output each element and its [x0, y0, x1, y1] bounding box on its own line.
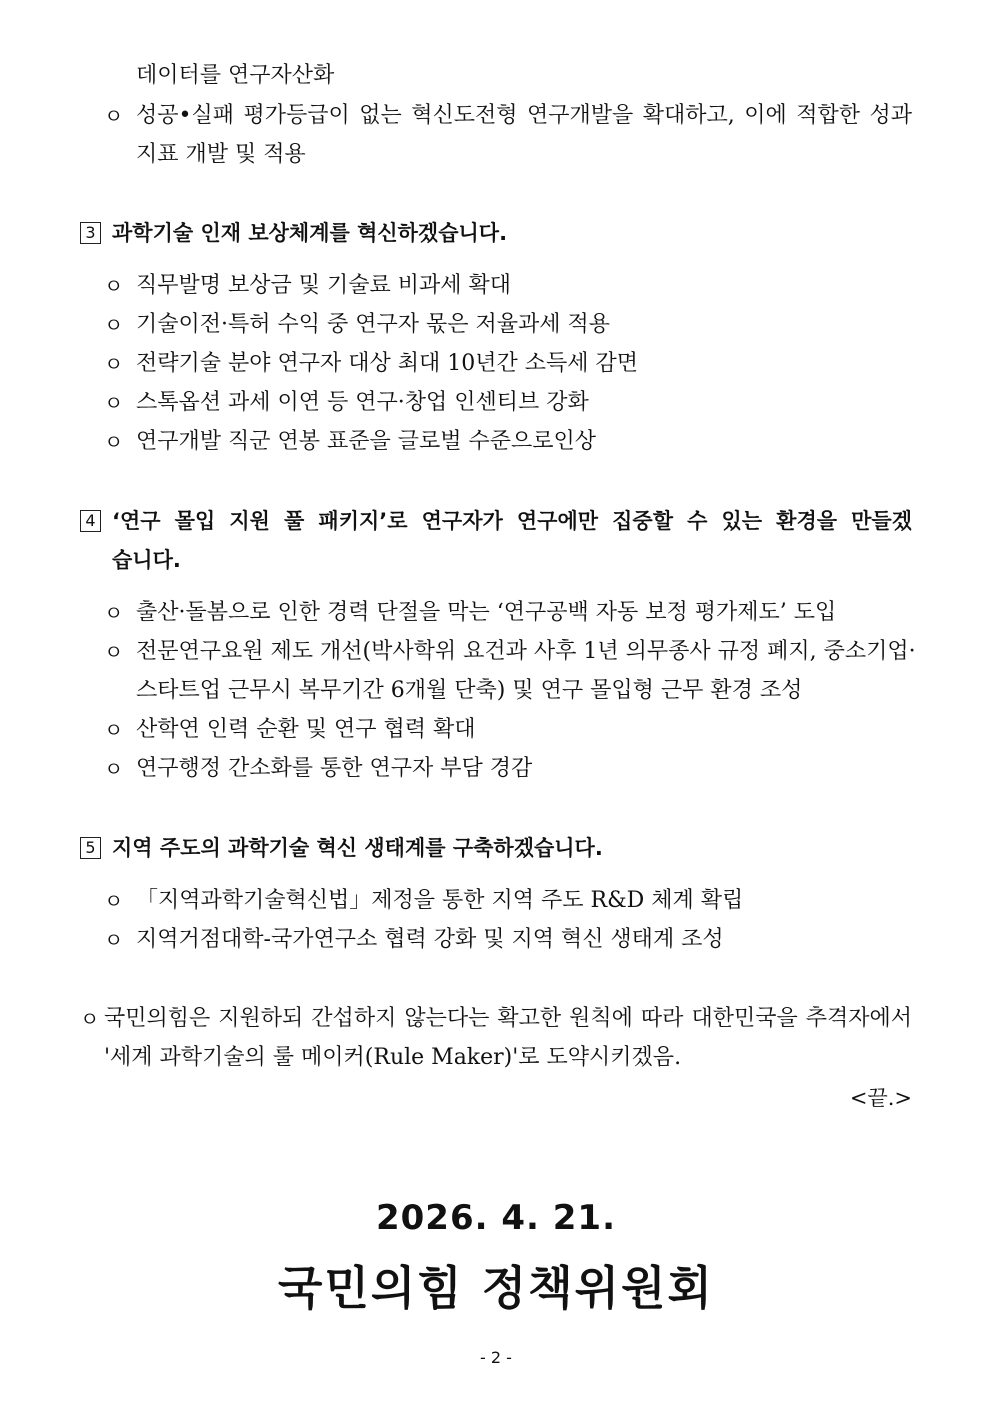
- list-item-line: 스타트업 근무시 복무기간 6개월 단축) 및 연구 몰입형 근무 환경 조성: [136, 678, 803, 703]
- list-item-line: 성공•실패 평가등급이 없는 혁신도전형 연구개발을 확대하고, 이에 적합한 성과: [136, 103, 912, 128]
- bullet-icon: ㅇ: [104, 352, 124, 376]
- bullet-icon: ㅇ: [104, 640, 124, 664]
- bullet-icon: ㅇ: [104, 391, 124, 415]
- organization-name: 국민의힘 정책위원회: [278, 1261, 714, 1315]
- section-heading: 지역 주도의 과학기술 혁신 생태계를 구축하겠습니다.: [112, 836, 603, 860]
- bullet-icon: ㅇ: [104, 889, 124, 913]
- list-item: 직무발명 보상금 및 기술료 비과세 확대: [136, 273, 511, 298]
- list-item: 기술이전·특허 수익 중 연구자 몫은 저율과세 적용: [136, 312, 610, 337]
- bullet-icon: ㅇ: [104, 601, 124, 625]
- section-heading: [112, 507, 912, 535]
- list-item: 스톡옵션 과세 이연 등 연구·창업 인센티브 강화: [136, 390, 589, 415]
- section-number-box: 5: [80, 837, 101, 859]
- page-number: - 2 -: [480, 1348, 512, 1367]
- list-item: 연구개발 직군 연봉 표준을 글로벌 수준으로인상: [136, 429, 597, 454]
- section-number-box: 3: [80, 222, 101, 244]
- section-number-box: 4: [80, 510, 101, 532]
- list-item: 전략기술 분야 연구자 대상 최대 10년간 소득세 감면: [136, 351, 638, 376]
- section-heading-line: ‘연구 몰입 지원 풀 패키지’로 연구자가 연구에만 집중할 수 있는 환경을 만들겠: [112, 509, 912, 533]
- bullet-icon: ㅇ: [104, 274, 124, 298]
- closing-statement: [104, 1005, 912, 1033]
- bullet-icon: ㅇ: [80, 1007, 100, 1031]
- section-heading: 과학기술 인재 보상체계를 혁신하겠습니다.: [112, 221, 508, 245]
- section2-continuation: 데이터를 연구자산화: [136, 63, 335, 88]
- list-item-line: 전문연구요원 제도 개선(박사학위 요건과 사후 1년 의무종사 규정 폐지, 중소기업·: [136, 639, 916, 664]
- section-heading-line: 습니다.: [112, 548, 181, 572]
- list-item: 연구행정 간소화를 통한 연구자 부담 경감: [136, 756, 533, 781]
- bullet-icon: ㅇ: [104, 313, 124, 337]
- bullet-icon: ㅇ: [104, 430, 124, 454]
- bullet-icon: ㅇ: [104, 718, 124, 742]
- list-item: 출산·돌봄으로 인한 경력 단절을 막는 ‘연구공백 자동 보정 평가제도’ 도입: [136, 600, 837, 625]
- bullet-icon: ㅇ: [104, 104, 124, 128]
- list-item: [136, 102, 912, 130]
- list-item: 「지역과학기술혁신법」제정을 통한 지역 주도 R&D 체계 확립: [136, 888, 744, 913]
- list-item-line: 지표 개발 및 적용: [136, 142, 306, 167]
- bullet-icon: ㅇ: [104, 928, 124, 952]
- closing-line: '세계 과학기술의 룰 메이커(Rule Maker)'로 도약시키겠음.: [104, 1045, 682, 1070]
- list-item: 지역거점대학-국가연구소 협력 강화 및 지역 혁신 생태계 조성: [136, 927, 724, 952]
- document-date: 2026. 4. 21.: [375, 1198, 617, 1238]
- list-item: [136, 638, 916, 666]
- end-mark: <끝.>: [849, 1086, 912, 1110]
- list-item: 산학연 인력 순환 및 연구 협력 확대: [136, 717, 476, 742]
- closing-line: 국민의힘은 지원하되 간섭하지 않는다는 확고한 원칙에 따라 대한민국을 추격자에서: [104, 1006, 912, 1031]
- bullet-icon: ㅇ: [104, 757, 124, 781]
